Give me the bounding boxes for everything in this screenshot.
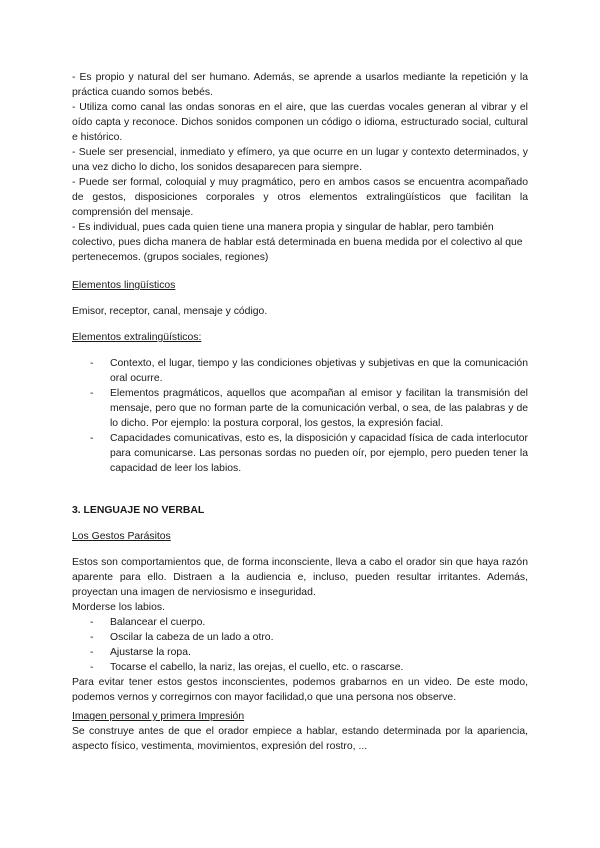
intro-bullet-5: - Es individual, pues cada quien tiene una manera propia y singular de hablar, pero también colectivo, pues dicha manera de hablar está determinada en buena medida por el colectivo al que pertenecemos. (grupos sociales, regiones) [72, 222, 523, 263]
gestures-list [90, 615, 528, 675]
gestures-line-2: Morderse los labios. [72, 602, 165, 613]
gestures-item: - Ajustarse la ropa. [90, 645, 528, 660]
extralinguistic-heading: Elementos extralingüísticos: [72, 332, 202, 343]
intro-bullet-4: - Puede ser formal, coloquial y muy pragmático, pero en ambos casos se encuentra acompañado de gestos, disposiciones corporales y otros elementos extralingüísticos que facilitan la comprensión del mensaje. [72, 177, 528, 218]
avoid-text: Para evitar tener estos gestos inconscientes, podemos grabarnos en un video. De este modo, podemos vernos y corregirnos con mayor facilidad,o que una persona nos observe. [72, 677, 528, 703]
gestures-item: - Oscilar la cabeza de un lado a otro. [90, 630, 528, 645]
document-page [72, 70, 528, 754]
gestures-heading: Los Gestos Parásitos [72, 531, 171, 542]
section-title: 3. LENGUAJE NO VERBAL [72, 505, 205, 516]
gestures-item: - Balancear el cuerpo. [90, 615, 528, 630]
gestures-list-wrap [72, 615, 528, 675]
linguistic-heading: Elementos lingüísticos [72, 280, 176, 291]
extralinguistic-list [90, 356, 528, 476]
extralinguistic-item-pragmatic: - Elementos pragmáticos, aquellos que acompañan al emisor y facilitan la transmisión del mensaje, pero que no forman parte de la comunicación verbal, o sea, de las palabras y de lo dicho. Por ejemplo: la postura corporal, los gestos, la expresión facial. [90, 386, 528, 431]
gestures-text: Estos son comportamientos que, de forma inconsciente, lleva a cabo el orador sin que haya razón aparente para ello. Distraen a la audiencia e, incluso, pueden resultar irritantes. Además, proyectan una imagen de nerviosismo e inseguridad. [72, 557, 528, 598]
gestures-item: - Tocarse el cabello, la nariz, las orejas, el cuello, etc. o rascarse. [90, 660, 528, 675]
image-text: Se construye antes de que el orador empiece a hablar, estando determinada por la apariencia, aspecto físico, vestimenta, movimientos, expresión del rostro, ... [72, 726, 528, 752]
extralinguistic-item-capacities: - Capacidades comunicativas, esto es, la disposición y capacidad física de cada interlocutor para comunicarse. Las personas sordas no pueden oír, por ejemplo, pero pueden tener la capacidad de leer los labios. [90, 431, 528, 476]
intro-bullet-2: - Utiliza como canal las ondas sonoras en el aire, que las cuerdas vocales generan al vibrar y el oído capta y reconoce. Dichos sonidos componen un código o idioma, estructurado social, cultural e histórico. [72, 102, 528, 143]
extralinguistic-item-context: - Contexto, el lugar, tiempo y las condiciones objetivas y subjetivas en que la comunicación oral ocurre. [90, 356, 528, 386]
intro-bullet-1: - Es propio y natural del ser humano. Además, se aprende a usarlos mediante la repetición y la práctica cuando somos bebés. [72, 72, 528, 98]
image-heading: Imagen personal y primera Impresión [72, 711, 245, 722]
intro-bullets [72, 70, 528, 265]
intro-bullet-3: - Suele ser presencial, inmediato y efímero, ya que ocurre en un lugar y contexto determinados, y una vez dicho lo dicho, los sonidos desaparecen para siempre. [72, 147, 528, 173]
extralinguistic-list-wrap [72, 356, 528, 476]
linguistic-text: Emisor, receptor, canal, mensaje y código. [72, 306, 268, 317]
